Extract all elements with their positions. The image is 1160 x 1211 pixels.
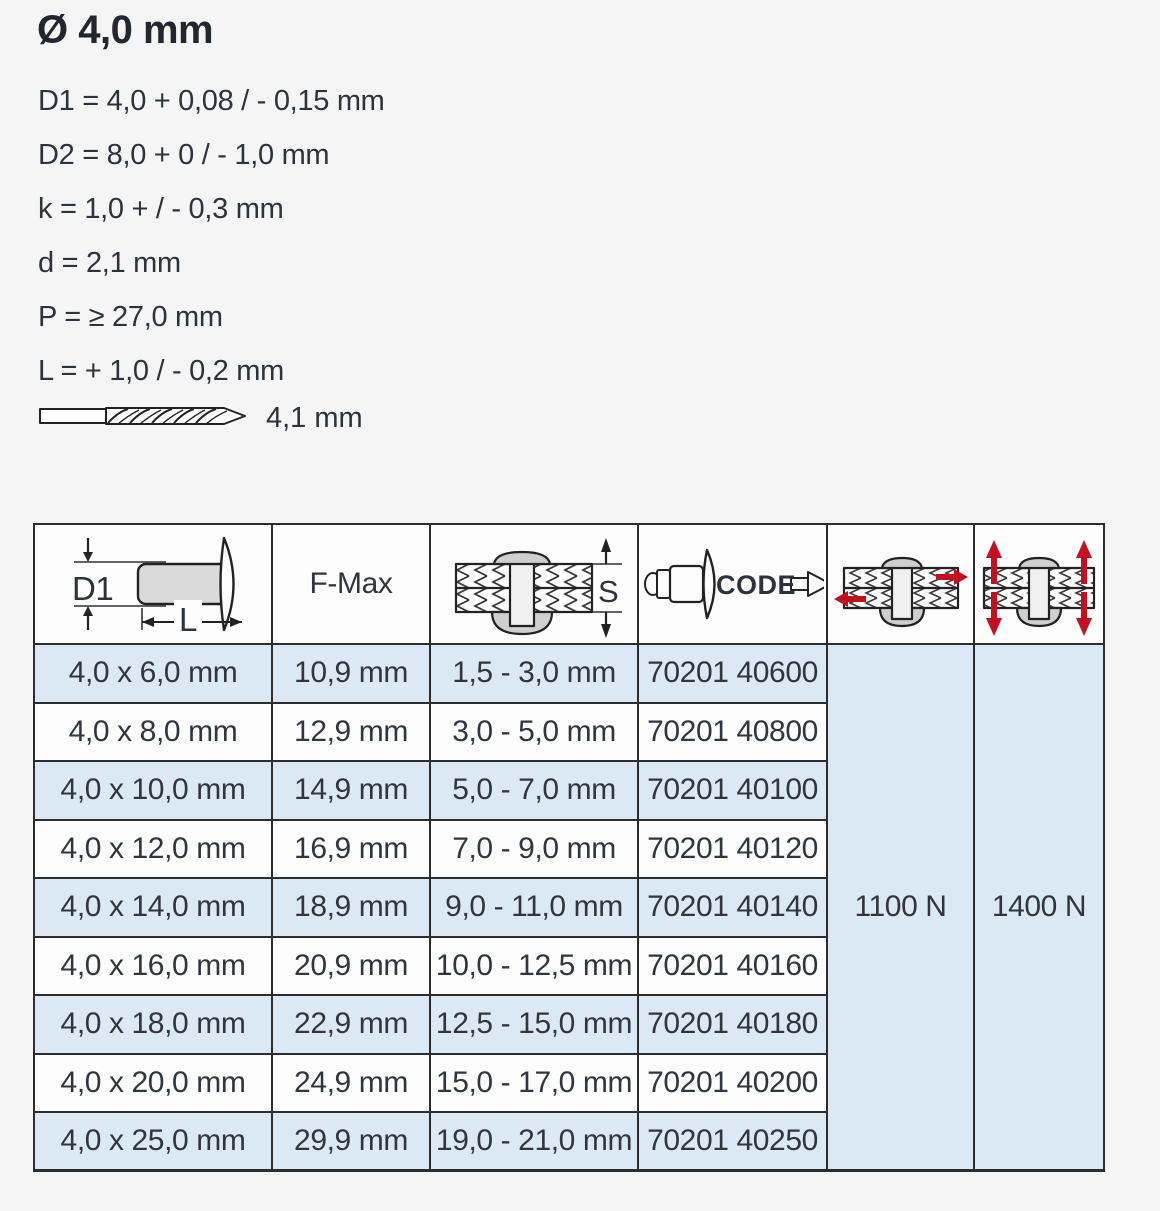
header-shear-strength (827, 524, 974, 644)
cell-grip: 10,0 - 12,5 mm (430, 937, 638, 996)
spec-line-d: d = 2,1 mm (38, 247, 181, 279)
header-row (34, 524, 1104, 644)
spec-line-d2: D2 = 8,0 + 0 / - 1,0 mm (38, 139, 330, 171)
code-label: CODE (716, 570, 797, 600)
cell-size: 4,0 x 6,0 mm (34, 644, 272, 703)
cell-size: 4,0 x 8,0 mm (34, 703, 272, 762)
cell-code: 70201 40200 (638, 1054, 827, 1113)
grip-label-s: S (598, 574, 619, 609)
cell-fmax: 22,9 mm (272, 995, 430, 1054)
cell-size: 4,0 x 16,0 mm (34, 937, 272, 996)
cell-fmax: 18,9 mm (272, 878, 430, 937)
grip-range-icon (431, 528, 637, 640)
rivet-spec-table (33, 523, 1105, 1172)
cell-code: 70201 40180 (638, 995, 827, 1054)
cell-shear-strength: 1100 N (827, 644, 974, 1171)
cell-code: 70201 40120 (638, 820, 827, 879)
spec-list (38, 74, 385, 398)
spec-line-p: P = ≥ 27,0 mm (38, 301, 223, 333)
cell-grip: 1,5 - 3,0 mm (430, 644, 638, 703)
header-tensile-strength (974, 524, 1104, 644)
drill-row (38, 396, 363, 441)
header-dimension-diagram (34, 524, 272, 644)
rivet-dimension-icon (35, 528, 271, 640)
drill-bit-icon (38, 396, 250, 441)
cell-code: 70201 40800 (638, 703, 827, 762)
cell-code: 70201 40140 (638, 878, 827, 937)
spec-line-d1: D1 = 4,0 + 0,08 / - 0,15 mm (38, 85, 385, 117)
cell-fmax: 24,9 mm (272, 1054, 430, 1113)
cell-size: 4,0 x 14,0 mm (34, 878, 272, 937)
cell-grip: 15,0 - 17,0 mm (430, 1054, 638, 1113)
cell-grip: 19,0 - 21,0 mm (430, 1112, 638, 1171)
cell-size: 4,0 x 20,0 mm (34, 1054, 272, 1113)
header-fmax: F-Max (272, 524, 430, 644)
cell-code: 70201 40160 (638, 937, 827, 996)
cell-size: 4,0 x 12,0 mm (34, 820, 272, 879)
spec-line-k: k = 1,0 + / - 0,3 mm (38, 193, 284, 225)
cell-fmax: 14,9 mm (272, 761, 430, 820)
cell-tensile-strength: 1400 N (974, 644, 1104, 1171)
shear-strength-icon (828, 528, 973, 640)
code-rivet-icon (639, 528, 826, 640)
cell-grip: 12,5 - 15,0 mm (430, 995, 638, 1054)
cell-fmax: 29,9 mm (272, 1112, 430, 1171)
cell-fmax: 16,9 mm (272, 820, 430, 879)
cell-code: 70201 40600 (638, 644, 827, 703)
header-code (638, 524, 827, 644)
cell-fmax: 12,9 mm (272, 703, 430, 762)
drill-size-label: 4,1 mm (266, 402, 363, 434)
cell-size: 4,0 x 18,0 mm (34, 995, 272, 1054)
page-title: Ø 4,0 mm (37, 8, 214, 52)
cell-size: 4,0 x 25,0 mm (34, 1112, 272, 1171)
cell-code: 70201 40100 (638, 761, 827, 820)
header-grip-range (430, 524, 638, 644)
cell-grip: 9,0 - 11,0 mm (430, 878, 638, 937)
cell-code: 70201 40250 (638, 1112, 827, 1171)
cell-grip: 3,0 - 5,0 mm (430, 703, 638, 762)
cell-fmax: 10,9 mm (272, 644, 430, 703)
dim-label-d1: D1 (72, 570, 114, 607)
table-row (34, 644, 1104, 703)
spec-line-l: L = + 1,0 / - 0,2 mm (38, 355, 284, 387)
cell-fmax: 20,9 mm (272, 937, 430, 996)
tensile-strength-icon (975, 528, 1103, 640)
cell-size: 4,0 x 10,0 mm (34, 761, 272, 820)
dim-label-l: L (179, 601, 197, 638)
cell-grip: 5,0 - 7,0 mm (430, 761, 638, 820)
cell-grip: 7,0 - 9,0 mm (430, 820, 638, 879)
